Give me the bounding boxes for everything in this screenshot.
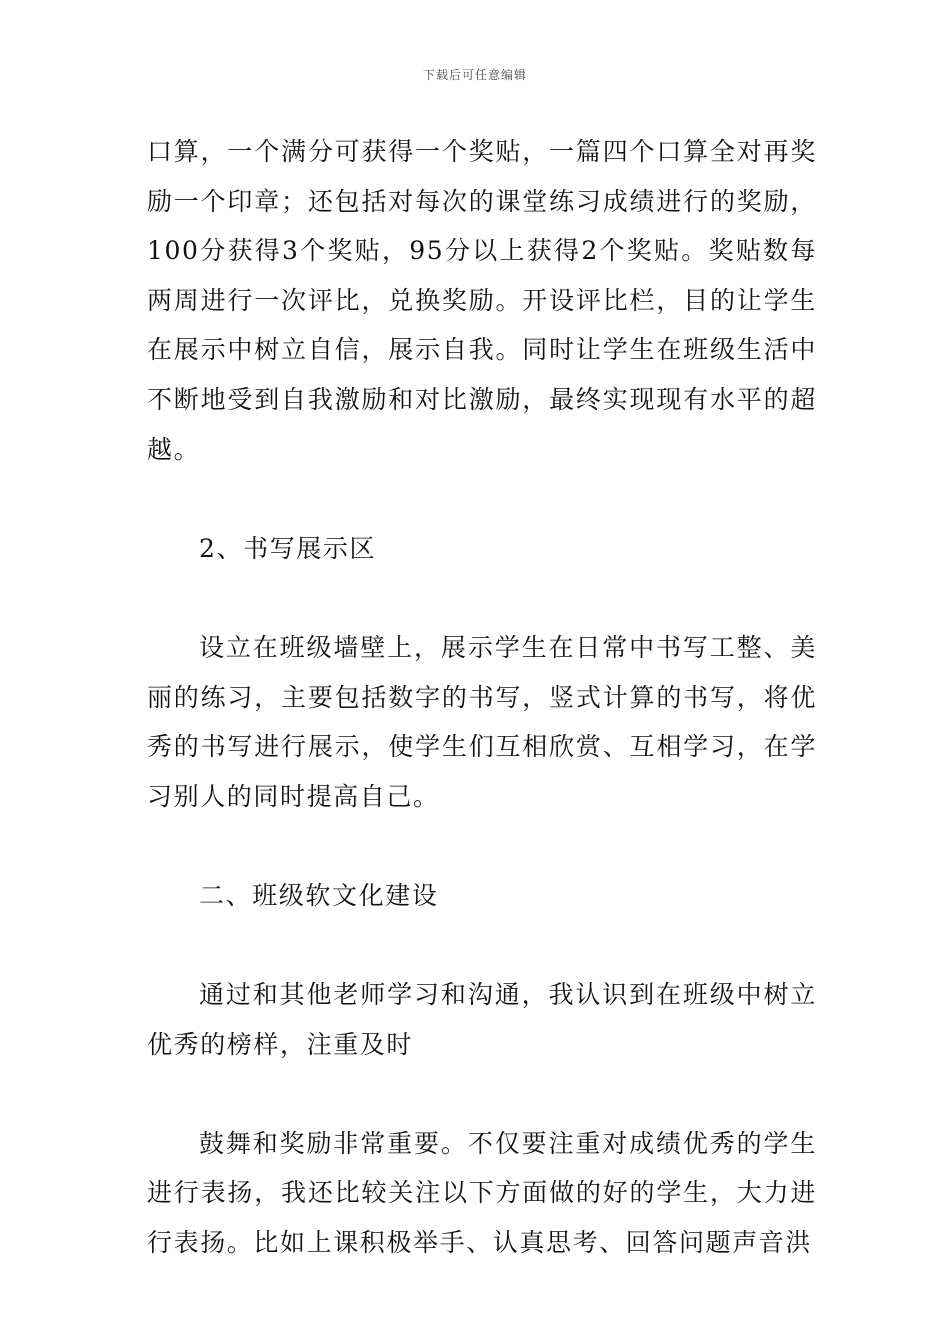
paragraph-gap (147, 921, 817, 971)
paragraph-encouragement: 鼓舞和奖励非常重要。不仅要注重对成绩优秀的学生进行表扬，我还比较关注以下方面做的好的学生，大力进行表扬。比如上课积极举手、认真思考、回答问题声音洪 (147, 1128, 817, 1258)
paragraph-gap (147, 474, 817, 524)
paragraph-gap (147, 1069, 817, 1119)
paragraph-writing-display: 设立在班级墙壁上，展示学生在日常中书写工整、美丽的练习，主要包括数字的书写，竖式计算的书写，将优秀的书写进行展示，使学生们互相欣赏、互相学习，在学习别人的同时提高自己。 (147, 632, 817, 811)
paragraph-role-models: 通过和其他老师学习和沟通，我认识到在班级中树立优秀的榜样，注重及时 (147, 980, 817, 1059)
document-body (147, 127, 817, 1268)
section-heading-soft-culture: 二、班级软文化建设 (199, 880, 439, 910)
paragraph-rewards: 口算，一个满分可获得一个奖贴，一篇四个口算全对再奖励一个印章；还包括对每次的课堂练习成绩进行的奖励，100分获得3个奖贴，95分以上获得2个奖贴。奖贴数每两周进行一次评比，兑换奖励。开设评比栏，目的让学生在展示中树立自信，展示自我。同时让学生在班级生活中不断地受到自我激励和对比激励，最终实现现有水平的超越。 (147, 137, 817, 464)
section-heading-writing-display: 2、书写展示区 (199, 533, 377, 563)
paragraph-gap (147, 573, 817, 623)
paragraph-gap (147, 821, 817, 871)
page-header: 下载后可任意编辑 (422, 68, 527, 82)
